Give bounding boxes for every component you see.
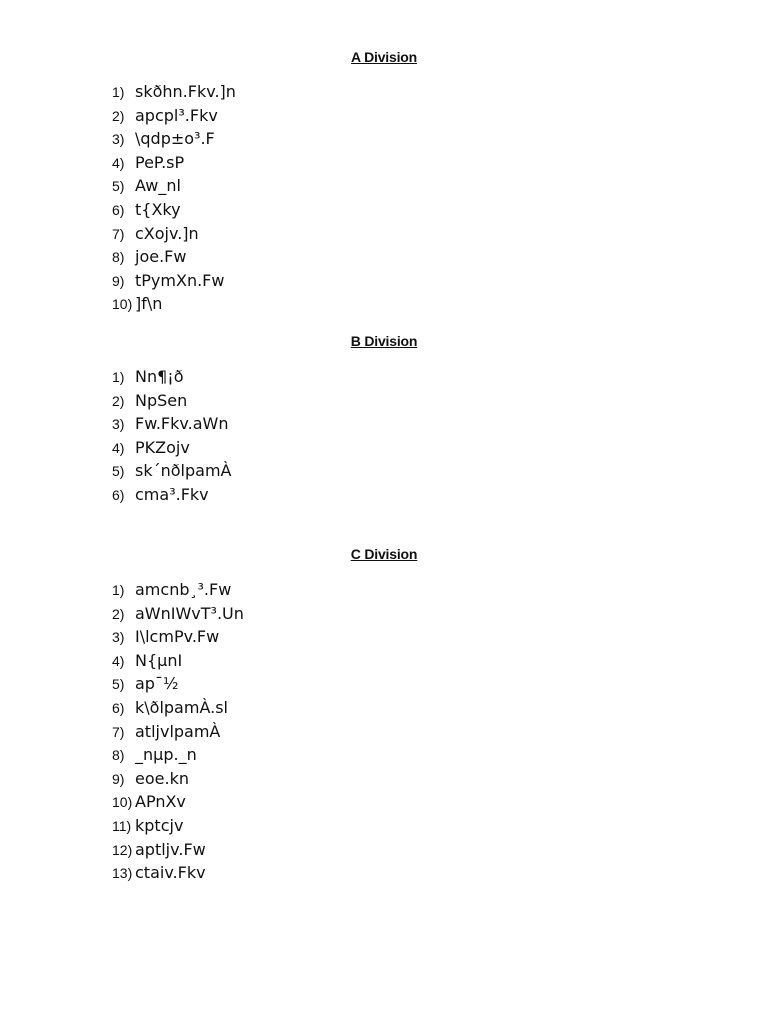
item-text: Aw_nl [135, 176, 181, 196]
item-text: t{Xky [135, 199, 181, 219]
item-number: 11) [112, 817, 132, 834]
item-text: aWnIWvT³.Un [135, 603, 244, 623]
item-text: ctaiv.Fkv [135, 863, 206, 883]
item-text: PeP.sP [135, 152, 185, 172]
list-item [112, 389, 231, 413]
section-b-title: B Division [350, 333, 418, 349]
list-item [112, 720, 244, 744]
list-item [112, 625, 244, 649]
item-text: cXojv.]n [135, 223, 199, 243]
item-text: atljvlpamÀ [135, 721, 221, 741]
list-item [112, 292, 236, 316]
list-item [112, 861, 244, 885]
item-text: aptljv.Fw [135, 839, 206, 859]
list-item [112, 838, 244, 862]
item-number: 9) [112, 770, 125, 787]
item-text: tPymXn.Fw [135, 270, 225, 290]
list-item [112, 174, 236, 198]
item-number: 6) [112, 699, 125, 716]
section-b-list [112, 365, 231, 507]
item-text: amcnb¸³.Fw [135, 580, 232, 599]
item-number: 6) [112, 486, 125, 503]
item-number: 8) [112, 747, 125, 764]
list-item [112, 80, 236, 104]
item-text: Fw.Fkv.aWn [135, 414, 229, 434]
item-number: 5) [112, 676, 125, 693]
item-number: 10) [112, 296, 133, 313]
list-item [112, 245, 236, 269]
list-item [112, 767, 244, 791]
list-item [112, 365, 231, 389]
item-text: kptcjv [135, 815, 184, 835]
item-number: 3) [112, 131, 125, 148]
item-number: 2) [112, 605, 125, 622]
item-text: Nn¶¡ð [135, 367, 184, 386]
section-a-title: A Division [351, 49, 417, 65]
item-number: 13) [112, 865, 133, 882]
item-number: 2) [112, 392, 125, 409]
item-number: 3) [112, 416, 125, 433]
section-c-list [112, 578, 244, 885]
list-item [112, 222, 236, 246]
item-text: ]f\n [135, 294, 163, 314]
item-number: 10) [112, 794, 133, 811]
item-number: 8) [112, 249, 125, 266]
item-number: 3) [112, 629, 125, 646]
list-item [112, 743, 244, 767]
list-item [112, 649, 244, 673]
list-item [112, 436, 231, 460]
item-number: 4) [112, 652, 125, 669]
section-a-list [112, 80, 236, 316]
list-item [112, 790, 244, 814]
item-text: I\lcmPv.Fw [135, 627, 220, 647]
item-text: N{µnI [135, 650, 183, 670]
list-item [112, 459, 231, 483]
item-number: 7) [112, 723, 125, 740]
item-number: 2) [112, 107, 125, 124]
list-item [112, 602, 244, 626]
item-text: eoe.kn [135, 768, 189, 788]
list-item [112, 483, 231, 507]
list-item [112, 151, 236, 175]
item-number: 1) [112, 582, 125, 598]
list-item [112, 578, 244, 602]
list-item [112, 269, 236, 293]
list-item [112, 696, 244, 720]
item-number: 4) [112, 154, 125, 171]
item-number: 6) [112, 201, 125, 218]
item-text: k\ðlpamÀ.sl [135, 697, 228, 717]
item-number: 9) [112, 272, 125, 289]
item-number: 5) [112, 178, 125, 195]
item-number: 1) [112, 369, 125, 385]
item-number: 7) [112, 225, 125, 242]
item-text: PKZojv [135, 437, 190, 457]
item-number: 4) [112, 439, 125, 456]
item-text: \qdp±o³.F [135, 129, 215, 149]
item-text: apcpl³.Fkv [135, 105, 218, 125]
list-item [112, 198, 236, 222]
item-text: APnXv [135, 792, 186, 812]
list-item [112, 104, 236, 128]
list-item [112, 814, 244, 838]
item-text: sk´nðlpamÀ [135, 461, 232, 481]
section-c-title: C Division [350, 546, 418, 562]
item-number: 5) [112, 463, 125, 480]
item-text: _nµp._n [135, 745, 197, 765]
item-text: joe.Fw [135, 247, 187, 267]
list-item [112, 127, 236, 151]
item-text: NpSen [135, 390, 188, 410]
item-text: cma³.Fkv [135, 484, 209, 504]
item-number: 1) [112, 84, 125, 100]
item-text: skðhn.Fkv.]n [135, 82, 236, 101]
list-item [112, 672, 244, 696]
item-text: ap¯½ [135, 674, 179, 694]
item-number: 12) [112, 841, 133, 858]
list-item [112, 412, 231, 436]
